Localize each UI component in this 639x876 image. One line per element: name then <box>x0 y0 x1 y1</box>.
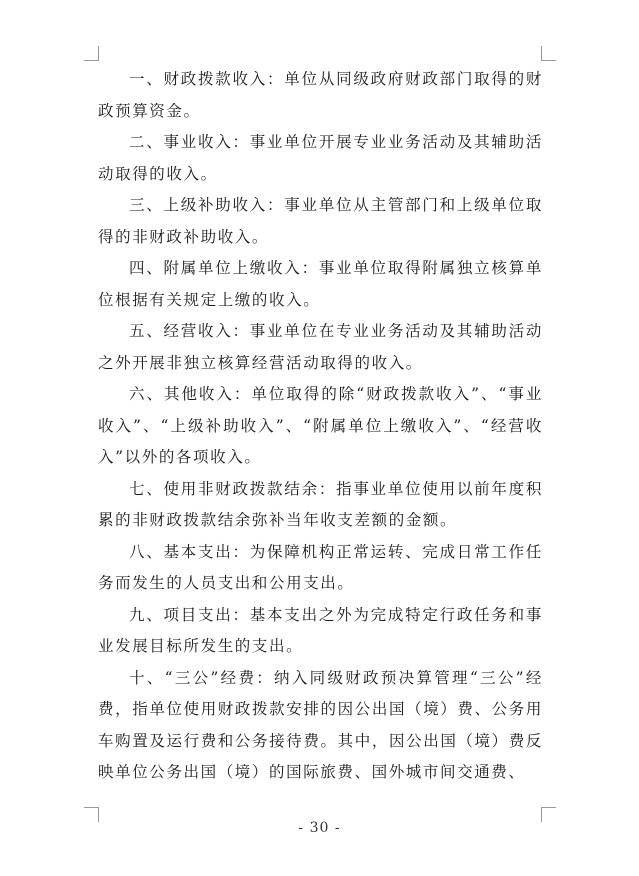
paragraph-8: 八、基本支出：为保障机构正常运转、完成日常工作任务而发生的人员支出和公用支出。 <box>98 542 543 592</box>
paragraph-9: 九、项目支出：基本支出之外为完成特定行政任务和事业发展目标所发生的支出。 <box>98 605 543 655</box>
paragraph-6: 六、其他收入：单位取得的除“财政拨款收入”、“事业收入”、“上级补助收入”、“附属单位上缴收入”、“经营收入”以外的各项收入。 <box>98 385 543 466</box>
paragraph-4: 四、附属单位上缴收入：事业单位取得附属独立核算单位根据有关规定上缴的收入。 <box>98 259 543 309</box>
crop-mark-top-left <box>84 46 99 61</box>
paragraph-7: 七、使用非财政拨款结余：指事业单位使用以前年度积累的非财政拨款结余弥补当年收支差额的金额。 <box>98 479 543 529</box>
page-number: - 30 - <box>298 820 341 836</box>
paragraph-10: 十、“三公”经费：纳入同级财政预决算管理“三公”经费，指单位使用财政拨款安排的因公出国（境）费、公务用车购置及运行费和公务接待费。其中，因公出国（境）费反映单位公务出国（境）的国际旅费、国外城市间交通费、 <box>98 668 543 781</box>
document-body <box>98 64 543 789</box>
crop-mark-top-right <box>541 46 556 61</box>
paragraph-5: 五、经营收入：事业单位在专业业务活动及其辅助活动之外开展非独立核算经营活动取得的收入。 <box>98 322 543 372</box>
paragraph-2: 二、事业收入：事业单位开展专业业务活动及其辅助活动取得的收入。 <box>98 133 543 183</box>
paragraph-1: 一、财政拨款收入：单位从同级政府财政部门取得的财政预算资金。 <box>98 70 543 120</box>
paragraph-3: 三、上级补助收入：事业单位从主管部门和上级单位取得的非财政补助收入。 <box>98 196 543 246</box>
